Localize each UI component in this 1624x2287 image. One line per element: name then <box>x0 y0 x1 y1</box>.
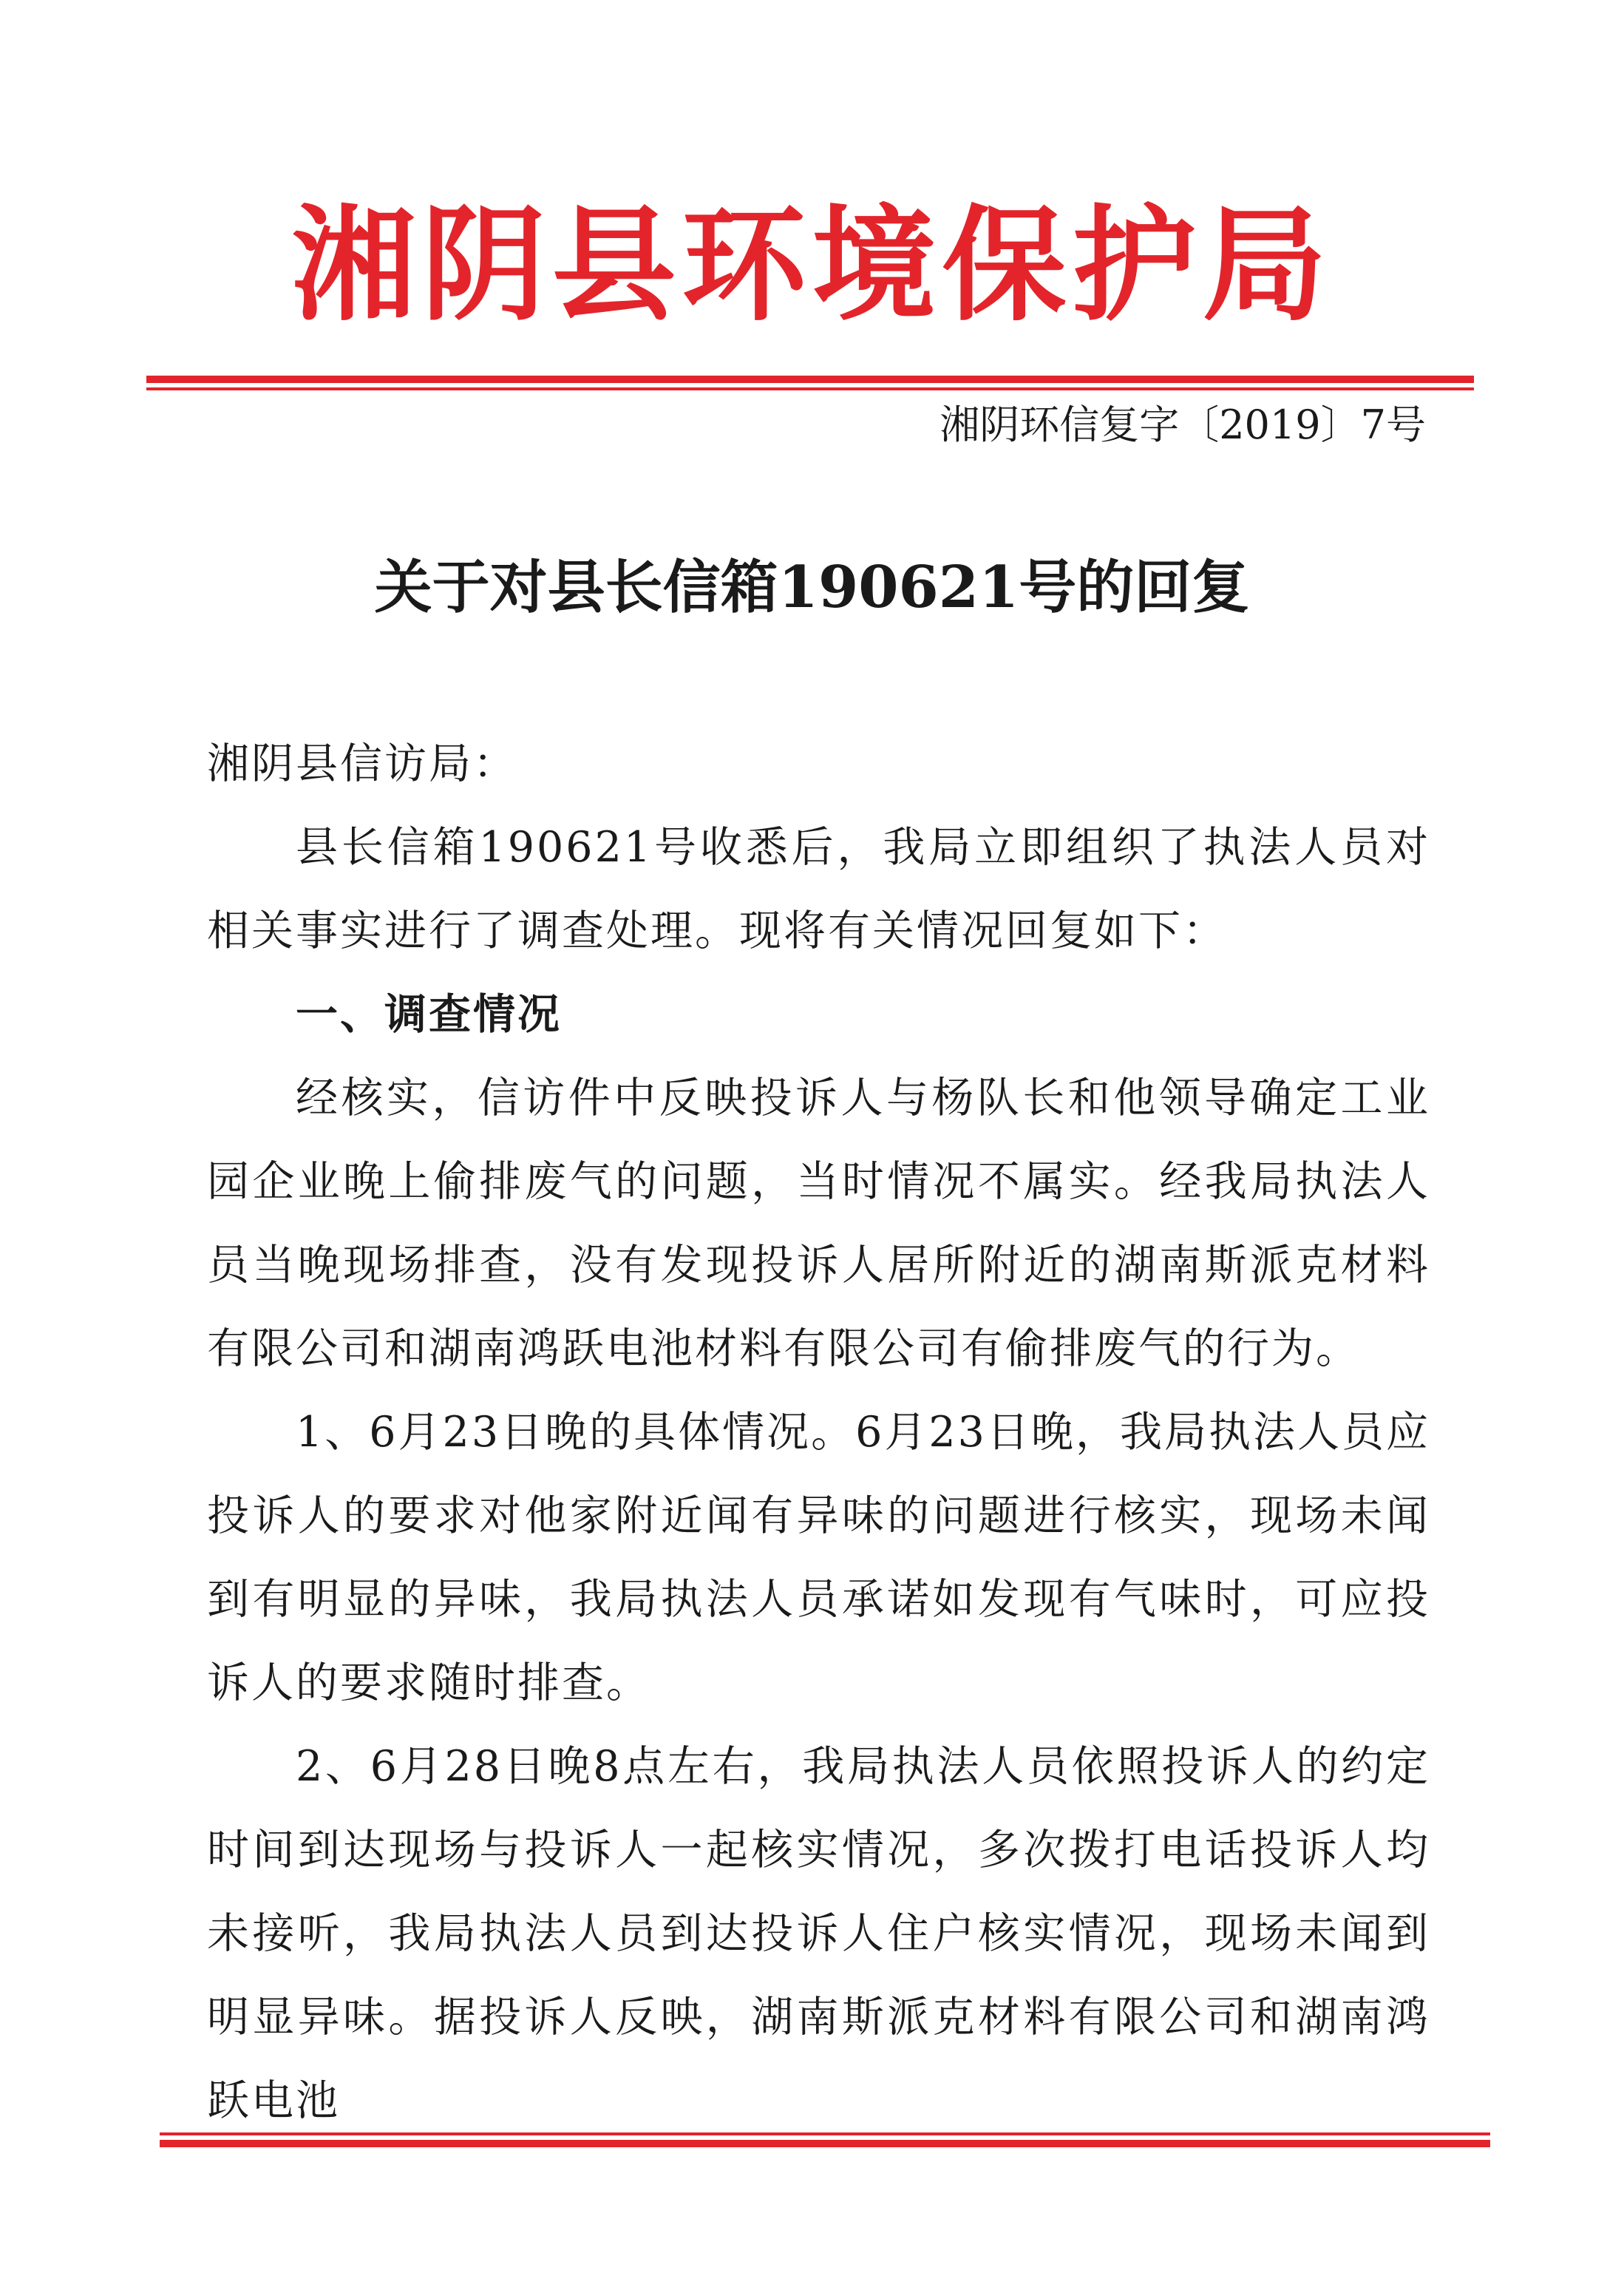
footer-divider-thick <box>160 2140 1490 2147</box>
letterhead-divider-thin <box>146 387 1474 390</box>
letterhead-divider-thick <box>146 376 1474 383</box>
document-title: 关于对县长信箱190621号的回复 <box>374 554 1250 621</box>
agency-name-header: 湘阴县环境保护局 <box>291 192 1333 338</box>
paragraph-june-23: 1、6月23日晚的具体情况。6月23日晚，我局执法人员应投诉人的要求对他家附近闻有异味的问题进行核实，现场未闻到有明显的异味，我局执法人员承诺如发现有气味时，可应投诉人的要求随时排查。 <box>207 1408 1430 1707</box>
addressee: 湘阴县信访局： <box>207 739 517 788</box>
paragraph-intro: 县长信箱190621号收悉后，我局立即组织了执法人员对相关事实进行了调查处理。现将有关情况回复如下： <box>207 823 1430 955</box>
paragraph-june-28: 2、6月28日晚8点左右，我局执法人员依照投诉人的约定时间到达现场与投诉人一起核实情况，多次拨打电话投诉人均未接听，我局执法人员到达投诉人住户核实情况，现场未闻到明显异味。据投诉人反映，湖南斯派克材料有限公司和湖南鸿跃电池 <box>207 1742 1430 2125</box>
section-heading-investigation: 一、调查情况 <box>296 990 562 1039</box>
document-body <box>207 806 1430 2143</box>
footer-divider-thin <box>160 2132 1490 2135</box>
paragraph-findings: 经核实，信访件中反映投诉人与杨队长和他领导确定工业园企业晚上偷排废气的问题，当时情况不属实。经我局执法人员当晚现场排查，没有发现投诉人居所附近的湖南斯派克材料有限公司和湖南鸿跃电池材料有限公司有偷排废气的行为。 <box>207 1074 1430 1373</box>
document-number: 湘阴环信复字〔2019〕7号 <box>940 402 1426 448</box>
